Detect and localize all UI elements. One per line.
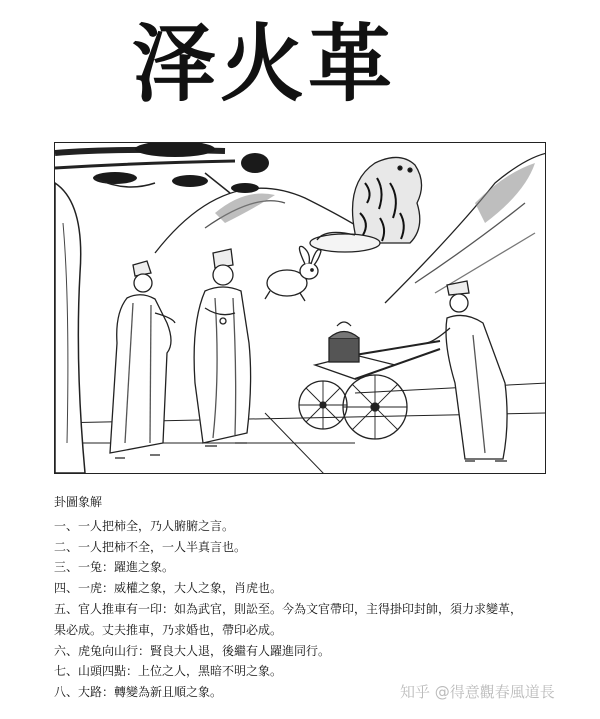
legend-item-1: 一、一人把柿全，乃人腑腑之言。 bbox=[54, 518, 235, 533]
man-pushing-cart bbox=[427, 281, 507, 461]
seal-bundle bbox=[329, 322, 359, 362]
legend-item-5-continued: 果必成。丈夫推車，乃求婚也，帶印必成。 bbox=[54, 622, 283, 637]
legend-heading: 卦圖象解 bbox=[54, 495, 103, 509]
legend-item-4: 四、一虎：威權之象，大人之象，肖虎也。 bbox=[54, 581, 283, 596]
tiger bbox=[310, 157, 422, 252]
legend-item-5: 五、官人推車有一印：如為武官，則訟至。今為文官帶印，主得掛印封帥，須力求變革， bbox=[54, 601, 523, 616]
rabbit bbox=[265, 246, 321, 301]
legend-item-3: 三、一兔：躍進之象。 bbox=[54, 560, 175, 575]
legend-item-8: 八、大路：轉變為新且順之象。 bbox=[54, 685, 223, 700]
watermark: 知乎 @得意觀春風道長 bbox=[400, 683, 555, 701]
hexagram-legend bbox=[54, 492, 574, 703]
official-center bbox=[194, 249, 250, 446]
legend-item-6: 六、虎兔向山行：賢良大人退，後繼有人躍進同行。 bbox=[54, 643, 331, 658]
mountains bbox=[155, 153, 546, 303]
hexagram-illustration bbox=[54, 142, 546, 474]
legend-item-7: 七、山頭四點：上位之人，黑暗不明之象。 bbox=[54, 664, 283, 679]
hexagram-title: 泽火革 bbox=[132, 15, 397, 113]
official-left bbox=[110, 261, 175, 458]
legend-item-2: 二、一人把柿不全，一人半真言也。 bbox=[54, 539, 247, 554]
